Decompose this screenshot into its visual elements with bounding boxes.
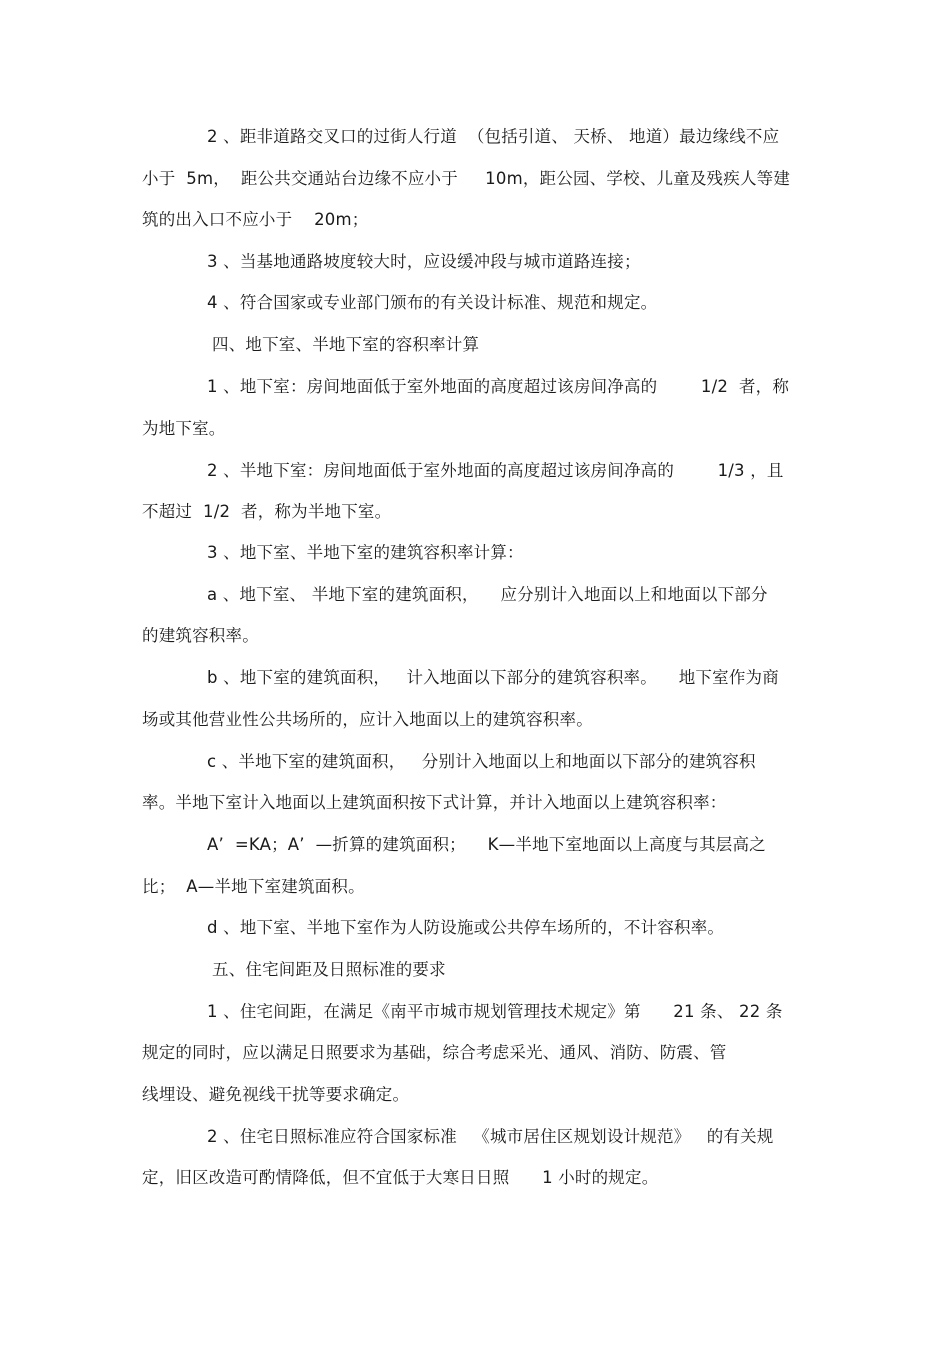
text-line: 筑的出入口不应小于 20m； bbox=[142, 210, 369, 229]
text-line: 1 、地下室：房间地面低于室外地面的高度超过该房间净高的 1/2 者，称 bbox=[207, 377, 790, 396]
text-line: 比； A—半地下室建筑面积。 bbox=[142, 877, 365, 896]
text-line: c 、半地下室的建筑面积， 分别计入地面以上和地面以下部分的建筑容积 bbox=[207, 752, 756, 771]
text-line: 规定的同时，应以满足日照要求为基础，综合考虑采光、通风、消防、防震、管 bbox=[142, 1043, 727, 1062]
text-line: 为地下室。 bbox=[142, 419, 226, 438]
section-heading: 五、住宅间距及日照标准的要求 bbox=[212, 960, 446, 979]
text-line: 定，旧区改造可酌情降低，但不宜低于大寒日日照 1 小时的规定。 bbox=[142, 1168, 659, 1187]
text-line: 4 、符合国家或专业部门颁布的有关设计标准、规范和规定。 bbox=[207, 293, 658, 312]
text-line: 小于 5m， 距公共交通站台边缘不应小于 10m，距公园、学校、儿童及残疾人等建 bbox=[142, 169, 791, 188]
text-line: 3 、当基地通路坡度较大时，应设缓冲段与城市道路连接； bbox=[207, 252, 641, 271]
section-heading: 四、地下室、半地下室的容积率计算 bbox=[212, 335, 480, 354]
formula-line: A’ =KA；A’ —折算的建筑面积； K—半地下室地面以上高度与其层高之 bbox=[207, 835, 766, 854]
text-line: 2 、住宅日照标准应符合国家标准 《城市居住区规划设计规范》 的有关规 bbox=[207, 1127, 774, 1146]
text-line: a 、地下室、 半地下室的建筑面积， 应分别计入地面以上和地面以下部分 bbox=[207, 585, 768, 604]
text-line: 2 、半地下室：房间地面低于室外地面的高度超过该房间净高的 1/3 ，且 bbox=[207, 461, 784, 480]
text-line: 3 、地下室、半地下室的建筑容积率计算： bbox=[207, 543, 524, 562]
text-line: 率。半地下室计入地面以上建筑面积按下式计算，并计入地面以上建筑容积率： bbox=[142, 793, 727, 812]
text-line: 的建筑容积率。 bbox=[142, 626, 259, 645]
text-line: 2 、距非道路交叉口的过街人行道 （包括引道、 天桥、 地道）最边缘线不应 bbox=[207, 127, 780, 146]
text-line: 场或其他营业性公共场所的，应计入地面以上的建筑容积率。 bbox=[142, 710, 593, 729]
text-line: d 、地下室、半地下室作为人防设施或公共停车场所的，不计容积率。 bbox=[207, 918, 725, 937]
text-line: 线埋设、避免视线干扰等要求确定。 bbox=[142, 1085, 410, 1104]
text-line: b 、地下室的建筑面积， 计入地面以下部分的建筑容积率。 地下室作为商 bbox=[207, 668, 779, 687]
text-line: 不超过 1/2 者，称为半地下室。 bbox=[142, 502, 392, 521]
text-line: 1 、住宅间距，在满足《南平市城市规划管理技术规定》第 21 条、 22 条 bbox=[207, 1002, 783, 1021]
